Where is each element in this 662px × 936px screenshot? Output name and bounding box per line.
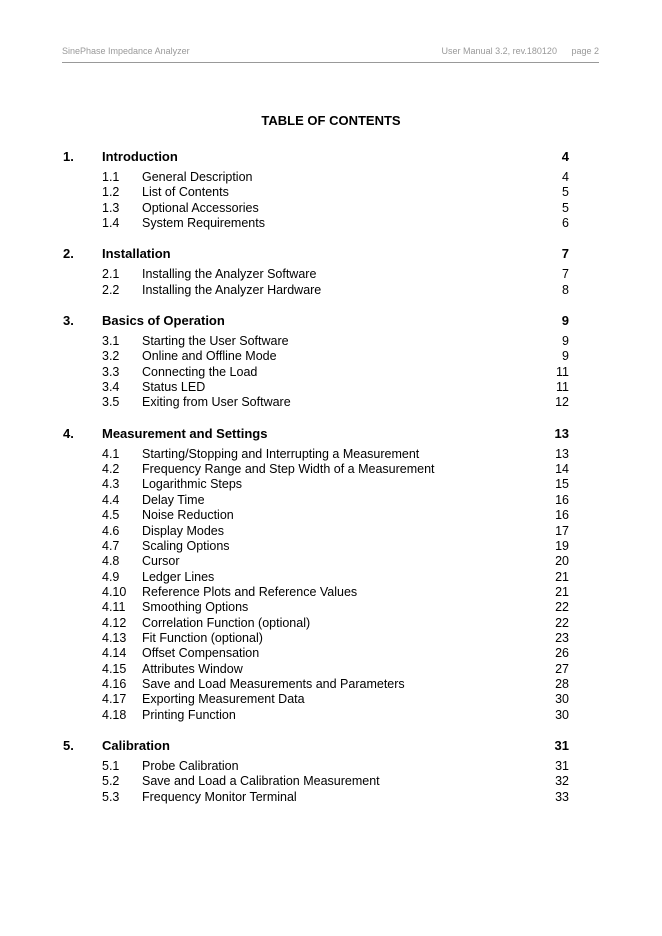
- section-page: 22: [555, 615, 569, 630]
- section-num: 4.4: [102, 492, 120, 507]
- section-title: Online and Offline Mode: [142, 349, 277, 364]
- section-num: 4.14: [102, 646, 127, 661]
- toc-section-entry[interactable]: [63, 616, 569, 631]
- section-title: Correlation Function (optional): [142, 615, 311, 630]
- section-num: 4.11: [102, 600, 126, 615]
- section-title: Save and Load a Calibration Measurement: [142, 774, 380, 789]
- toc-section-entry[interactable]: [63, 585, 569, 600]
- toc-section-entry[interactable]: [63, 554, 569, 569]
- section-num: 5.2: [102, 774, 120, 789]
- section-num: 4.2: [102, 462, 120, 477]
- section-title: Logarithmic Steps: [142, 477, 243, 492]
- section-num: 1.4: [102, 216, 120, 231]
- toc-chapter-heading[interactable]: [63, 737, 569, 755]
- chapter-title: Introduction: [102, 149, 178, 164]
- section-page: 31: [555, 758, 569, 773]
- toc-section-entry[interactable]: [63, 646, 569, 661]
- section-page: 15: [555, 477, 569, 492]
- section-page: 16: [555, 508, 569, 523]
- toc-title: TABLE OF CONTENTS: [261, 113, 401, 128]
- section-title: Delay Time: [142, 492, 205, 507]
- toc-section-entry[interactable]: [63, 677, 569, 692]
- section-page: 23: [555, 630, 569, 645]
- section-page: 30: [555, 707, 569, 722]
- section-num: 3.5: [102, 395, 120, 410]
- section-title: Fit Function (optional): [142, 630, 263, 645]
- section-num: 3.1: [102, 334, 120, 349]
- toc-section-entry[interactable]: [63, 283, 569, 298]
- manual-version: User Manual 3.2, rev.180120: [441, 46, 557, 56]
- section-num: 4.7: [102, 538, 120, 553]
- toc-section-entry[interactable]: [63, 201, 569, 216]
- toc-chapter: [63, 148, 569, 231]
- toc-section-entry[interactable]: [63, 600, 569, 615]
- section-page: 17: [555, 523, 569, 538]
- page-number: page 2: [571, 46, 599, 56]
- section-page: 12: [555, 395, 569, 410]
- section-title: Starting the User Software: [142, 334, 289, 349]
- toc-chapter: [63, 425, 569, 723]
- toc-chapter: [63, 245, 569, 298]
- toc-section-entry[interactable]: [63, 524, 569, 539]
- section-title: Cursor: [142, 554, 180, 569]
- toc-section-entry[interactable]: [63, 395, 569, 410]
- chapter-num: 2.: [63, 246, 74, 262]
- section-page: 6: [562, 216, 569, 231]
- section-page: 33: [555, 789, 569, 804]
- toc-section-entry[interactable]: [63, 692, 569, 707]
- section-title: Probe Calibration: [142, 758, 239, 773]
- toc-section-entry[interactable]: [63, 447, 569, 462]
- section-page: 5: [562, 185, 569, 200]
- toc-section-entry[interactable]: [63, 790, 569, 805]
- toc-section-entry[interactable]: [63, 662, 569, 677]
- section-num: 4.6: [102, 523, 120, 538]
- section-num: 4.12: [102, 615, 127, 630]
- chapter-num: 4.: [63, 425, 74, 441]
- toc-chapter-heading[interactable]: [63, 312, 569, 330]
- chapter-page: 9: [561, 313, 569, 329]
- chapter-page: 4: [561, 149, 569, 164]
- section-page: 26: [555, 646, 569, 661]
- section-page: 22: [555, 600, 569, 615]
- section-title: Installing the Analyzer Software: [142, 267, 317, 282]
- section-num: 2.1: [102, 267, 120, 282]
- chapter-title: Measurement and Settings: [102, 425, 268, 441]
- toc-section-entry[interactable]: [63, 380, 569, 395]
- section-num: 4.5: [102, 508, 120, 523]
- toc-section-entry[interactable]: [63, 185, 569, 200]
- section-num: 5.1: [102, 758, 120, 773]
- section-page: 16: [555, 492, 569, 507]
- section-page: 4: [562, 170, 569, 184]
- section-title: Reference Plots and Reference Values: [142, 584, 358, 599]
- toc-section-entry[interactable]: [63, 631, 569, 646]
- section-title: Ledger Lines: [142, 569, 215, 584]
- section-page: 7: [562, 267, 569, 282]
- section-title: Offset Compensation: [142, 646, 260, 661]
- section-num: 3.4: [102, 380, 120, 395]
- toc-chapter: [63, 312, 569, 411]
- toc-section-entry[interactable]: [63, 539, 569, 554]
- section-title: General Description: [142, 170, 253, 184]
- section-num: 4.8: [102, 554, 120, 569]
- section-page: 11: [556, 380, 569, 395]
- section-page: 32: [555, 774, 569, 789]
- section-title: Connecting the Load: [142, 364, 258, 379]
- toc-section-entry[interactable]: [63, 759, 569, 774]
- toc-section-entry[interactable]: [63, 349, 569, 364]
- toc-chapter-heading[interactable]: [63, 245, 569, 263]
- section-title: Optional Accessories: [142, 200, 259, 215]
- section-title: System Requirements: [142, 216, 265, 231]
- section-num: 4.17: [102, 692, 127, 707]
- document-title: SinePhase Impedance Analyzer: [62, 46, 190, 56]
- section-title: Scaling Options: [142, 538, 230, 553]
- section-title: Exporting Measurement Data: [142, 692, 305, 707]
- table-of-contents: [63, 148, 569, 819]
- chapter-num: 3.: [63, 313, 74, 329]
- toc-chapter-heading[interactable]: [63, 425, 569, 443]
- section-num: 4.16: [102, 676, 127, 691]
- section-num: 3.2: [102, 349, 120, 364]
- chapter-page: 7: [561, 246, 569, 262]
- section-page: 5: [562, 200, 569, 215]
- section-page: 13: [555, 446, 569, 461]
- section-title: Noise Reduction: [142, 508, 234, 523]
- section-title: Save and Load Measurements and Parameters: [142, 676, 405, 691]
- section-num: 5.3: [102, 789, 120, 804]
- section-title: Frequency Range and Step Width of a Measurement: [142, 462, 435, 477]
- section-num: 1.2: [102, 185, 120, 200]
- section-num: 1.1: [102, 170, 120, 184]
- toc-chapter-heading[interactable]: [63, 148, 569, 166]
- section-page: 21: [555, 569, 569, 584]
- section-page: 19: [555, 538, 569, 553]
- toc-section-entry[interactable]: [63, 708, 569, 723]
- chapter-num: 5.: [63, 737, 74, 753]
- toc-section-entry[interactable]: [63, 774, 569, 789]
- section-title: Display Modes: [142, 523, 224, 538]
- section-page: 11: [556, 364, 569, 379]
- page-header: [62, 46, 599, 63]
- chapter-page: 31: [554, 737, 569, 753]
- toc-section-entry[interactable]: [63, 508, 569, 523]
- section-page: 20: [555, 554, 569, 569]
- section-num: 4.9: [102, 569, 120, 584]
- section-title: Exiting from User Software: [142, 395, 291, 410]
- section-title: Printing Function: [142, 707, 236, 722]
- chapter-title: Calibration: [102, 737, 170, 753]
- toc-section-entry[interactable]: [63, 170, 569, 185]
- section-num: 4.10: [102, 584, 127, 599]
- section-page: 14: [555, 462, 569, 477]
- section-num: 1.3: [102, 200, 120, 215]
- toc-section-entry[interactable]: [63, 477, 569, 492]
- section-title: List of Contents: [142, 185, 229, 200]
- chapter-title: Basics of Operation: [102, 313, 225, 329]
- section-title: Attributes Window: [142, 661, 243, 676]
- section-title: Starting/Stopping and Interrupting a Measurement: [142, 446, 420, 461]
- section-num: 4.15: [102, 661, 127, 676]
- section-num: 4.18: [102, 707, 127, 722]
- section-num: 4.3: [102, 477, 120, 492]
- section-num: 4.13: [102, 630, 127, 645]
- toc-section-entry[interactable]: [63, 462, 569, 477]
- toc-section-entry[interactable]: [63, 570, 569, 585]
- section-page: 9: [562, 334, 569, 349]
- toc-section-entry[interactable]: [63, 216, 569, 231]
- section-num: 2.2: [102, 282, 120, 297]
- toc-chapter: [63, 737, 569, 805]
- section-page: 30: [555, 692, 569, 707]
- section-page: 21: [555, 584, 569, 599]
- toc-section-entry[interactable]: [63, 365, 569, 380]
- toc-section-entry[interactable]: [63, 493, 569, 508]
- section-page: 9: [562, 349, 569, 364]
- section-page: 8: [562, 282, 569, 297]
- section-title: Status LED: [142, 380, 206, 395]
- toc-section-entry[interactable]: [63, 267, 569, 282]
- section-title: Installing the Analyzer Hardware: [142, 282, 322, 297]
- section-title: Frequency Monitor Terminal: [142, 789, 297, 804]
- section-page: 27: [555, 661, 569, 676]
- header-right: [442, 46, 599, 56]
- section-num: 4.1: [102, 446, 120, 461]
- chapter-page: 13: [554, 425, 569, 441]
- chapter-title: Installation: [102, 246, 171, 262]
- section-title: Smoothing Options: [142, 600, 249, 615]
- section-num: 3.3: [102, 364, 120, 379]
- chapter-num: 1.: [63, 149, 74, 164]
- section-page: 28: [555, 676, 569, 691]
- toc-section-entry[interactable]: [63, 334, 569, 349]
